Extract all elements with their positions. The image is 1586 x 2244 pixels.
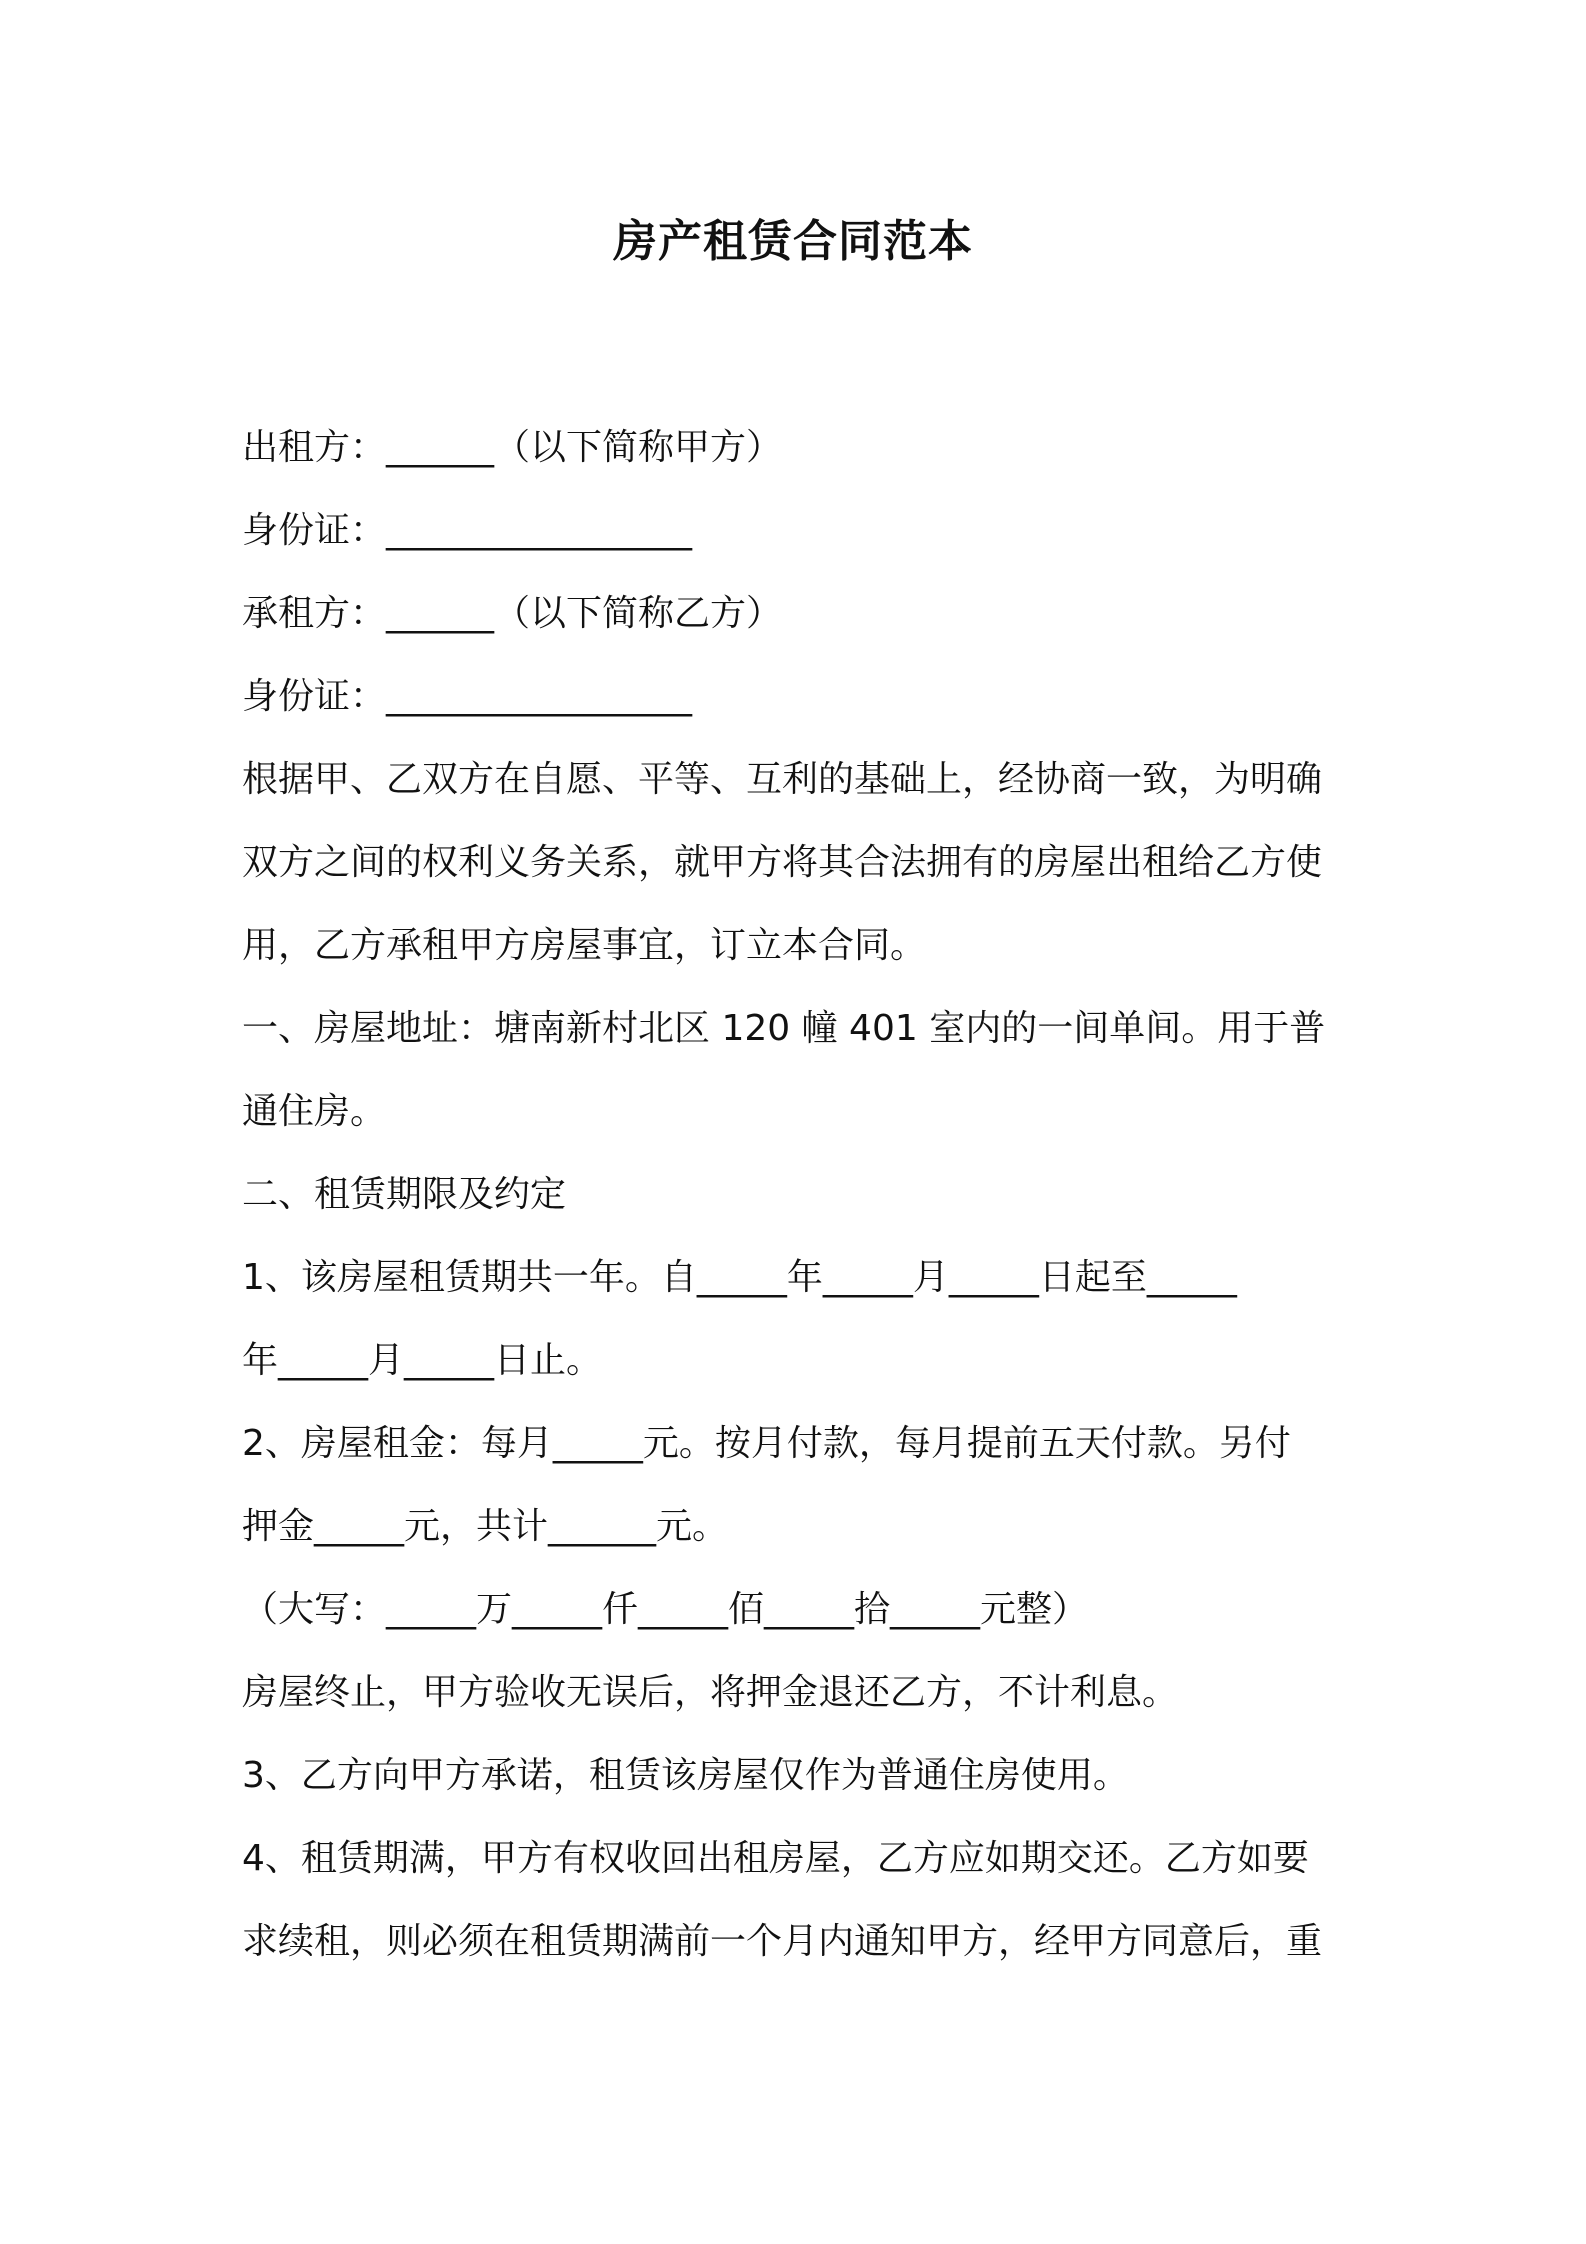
clause-4-line-1: 4、租赁期满，甲方有权收回出租房屋，乙方应如期交还。乙方如要: [242, 1838, 1309, 1879]
clause-1-line-2: 年_____月_____日止。: [242, 1340, 603, 1381]
amount-in-words-line: （大写：_____万_____仟_____佰_____拾_____元整）: [242, 1589, 1089, 1630]
article-2-heading: 二、租赁期限及约定: [242, 1174, 567, 1215]
article-1-line-1: 一、房屋地址：塘南新村北区 120 幢 401 室内的一间单间。用于普: [242, 1008, 1326, 1049]
clause-1-line-1: 1、该房屋租赁期共一年。自_____年_____月_____日起至_____: [242, 1257, 1237, 1298]
lessor-line: 出租方：______（以下简称甲方）: [242, 427, 783, 468]
lessee-line: 承租方：______（以下简称乙方）: [242, 593, 783, 634]
article-1-line-2: 通住房。: [242, 1091, 387, 1132]
clause-3-line: 3、乙方向甲方承诺，租赁该房屋仅作为普通住房使用。: [242, 1755, 1129, 1796]
preamble-line-3: 用，乙方承租甲方房屋事宜，订立本合同。: [242, 925, 927, 966]
clause-2-line-1: 2、房屋租金：每月_____元。按月付款，每月提前五天付款。另付: [242, 1423, 1291, 1464]
preamble-line-2: 双方之间的权利义务关系，就甲方将其合法拥有的房屋出租给乙方使: [242, 842, 1323, 883]
document-body: [242, 406, 1360, 1983]
deposit-return-line: 房屋终止，甲方验收无误后，将押金退还乙方，不计利息。: [242, 1672, 1179, 1713]
lessor-id-line: 身份证：_________________: [242, 510, 693, 551]
lessee-id-line: 身份证：_________________: [242, 676, 693, 717]
preamble-line-1: 根据甲、乙双方在自愿、平等、互利的基础上，经协商一致，为明确: [242, 759, 1323, 800]
document-title: 房产租赁合同范本: [613, 216, 973, 267]
clause-2-line-2: 押金_____元，共计______元。: [242, 1506, 729, 1547]
clause-4-line-2: 求续租，则必须在租赁期满前一个月内通知甲方，经甲方同意后，重: [242, 1921, 1323, 1962]
